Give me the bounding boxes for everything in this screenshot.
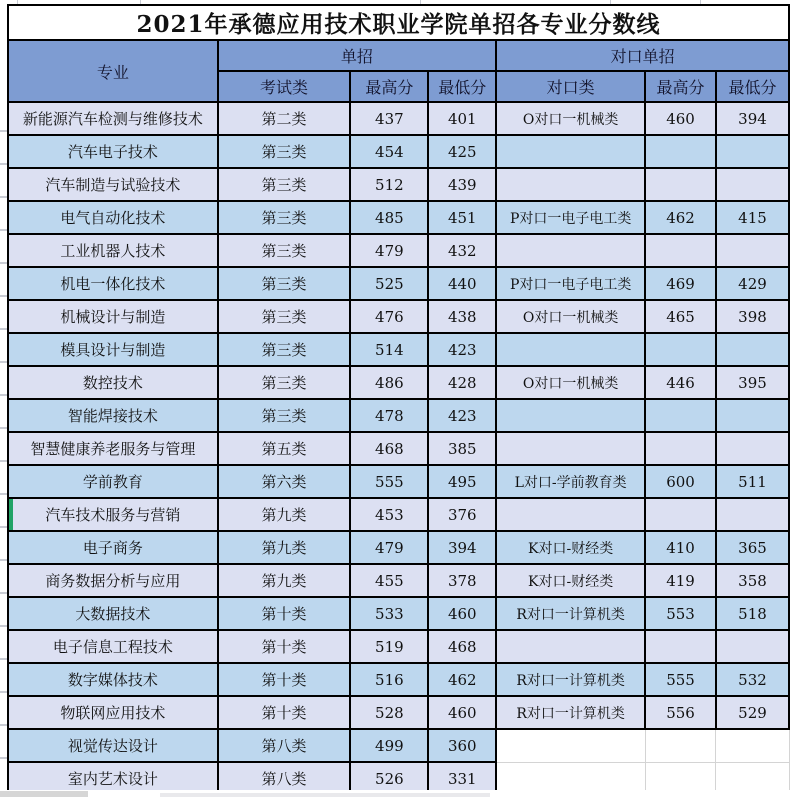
counterpart-max-cell[interactable]: 446	[645, 366, 716, 399]
counterpart-max-cell[interactable]: 555	[645, 663, 716, 696]
header-major[interactable]: 专业	[8, 40, 218, 102]
counterpart-min-cell[interactable]	[716, 432, 789, 465]
max-score-cell[interactable]: 525	[350, 267, 428, 300]
min-score-cell[interactable]: 460	[428, 597, 496, 630]
counterpart-min-cell[interactable]	[716, 399, 789, 432]
min-score-cell[interactable]: 462	[428, 663, 496, 696]
max-score-cell[interactable]: 519	[350, 630, 428, 663]
major-cell[interactable]: 电子商务	[8, 531, 218, 564]
counterpart-type-cell[interactable]	[496, 432, 645, 465]
table-row	[8, 168, 789, 201]
exam-type-cell[interactable]: 第三类	[218, 366, 351, 399]
max-score-cell[interactable]: 512	[350, 168, 428, 201]
min-score-cell[interactable]: 331	[428, 762, 496, 795]
exam-type-cell[interactable]: 第二类	[218, 102, 351, 135]
min-score-cell[interactable]: 423	[428, 399, 496, 432]
major-cell[interactable]: 汽车技术服务与营销	[8, 498, 218, 531]
active-cell-marker	[9, 498, 13, 531]
max-score-cell[interactable]: 514	[350, 333, 428, 366]
max-score-cell[interactable]: 468	[350, 432, 428, 465]
min-score-cell[interactable]: 425	[428, 135, 496, 168]
min-score-cell[interactable]: 438	[428, 300, 496, 333]
counterpart-max-cell[interactable]: 465	[645, 300, 716, 333]
counterpart-min-cell[interactable]: 518	[716, 597, 789, 630]
counterpart-min-cell[interactable]: 394	[716, 102, 789, 135]
counterpart-type-cell[interactable]	[496, 399, 645, 432]
major-cell[interactable]: 电气自动化技术	[8, 201, 218, 234]
exam-type-cell[interactable]: 第十类	[218, 696, 351, 729]
header-exam-type[interactable]: 考试类	[218, 71, 351, 102]
header-counterpart-min[interactable]: 最低分	[716, 71, 789, 102]
min-score-cell[interactable]: 451	[428, 201, 496, 234]
major-cell[interactable]: 新能源汽车检测与维修技术	[8, 102, 218, 135]
exam-type-cell[interactable]: 第九类	[218, 531, 351, 564]
min-score-cell[interactable]: 360	[428, 729, 496, 762]
exam-type-cell[interactable]: 第六类	[218, 465, 351, 498]
counterpart-max-cell[interactable]: 410	[645, 531, 716, 564]
major-cell[interactable]: 大数据技术	[8, 597, 218, 630]
scores-table-body	[8, 5, 789, 795]
header-group-single[interactable]: 单招	[218, 40, 497, 71]
counterpart-type-cell[interactable]: O对口一机械类	[496, 102, 645, 135]
counterpart-min-cell[interactable]: 429	[716, 267, 789, 300]
major-cell[interactable]: 电子信息工程技术	[8, 630, 218, 663]
max-score-cell[interactable]: 516	[350, 663, 428, 696]
major-cell[interactable]: 智能焊接技术	[8, 399, 218, 432]
min-score-cell[interactable]: 432	[428, 234, 496, 267]
header-row-groups	[8, 40, 789, 71]
min-score-cell[interactable]: 460	[428, 696, 496, 729]
table-row	[8, 498, 789, 531]
max-score-cell[interactable]: 555	[350, 465, 428, 498]
header-counterpart-max[interactable]: 最高分	[645, 71, 716, 102]
min-score-cell[interactable]: 439	[428, 168, 496, 201]
min-score-cell[interactable]: 495	[428, 465, 496, 498]
max-score-cell[interactable]: 476	[350, 300, 428, 333]
major-cell[interactable]: 智慧健康养老服务与管理	[8, 432, 218, 465]
min-score-cell[interactable]: 394	[428, 531, 496, 564]
table-row	[8, 102, 789, 135]
min-score-cell[interactable]: 440	[428, 267, 496, 300]
counterpart-max-cell[interactable]: 419	[645, 564, 716, 597]
min-score-cell[interactable]: 385	[428, 432, 496, 465]
counterpart-min-cell[interactable]	[716, 135, 789, 168]
exam-type-cell[interactable]: 第三类	[218, 399, 351, 432]
counterpart-type-cell[interactable]: K对口-财经类	[496, 564, 645, 597]
counterpart-max-cell[interactable]	[645, 234, 716, 267]
counterpart-min-cell[interactable]	[716, 630, 789, 663]
major-cell[interactable]: 学前教育	[8, 465, 218, 498]
counterpart-type-cell[interactable]: R对口一计算机类	[496, 663, 645, 696]
counterpart-type-cell[interactable]	[496, 630, 645, 663]
counterpart-max-cell[interactable]: 556	[645, 696, 716, 729]
counterpart-min-cell[interactable]: 398	[716, 300, 789, 333]
counterpart-type-cell[interactable]	[496, 729, 645, 762]
header-counterpart-type[interactable]: 对口类	[496, 71, 645, 102]
counterpart-min-cell[interactable]	[716, 498, 789, 531]
major-cell[interactable]: 物联网应用技术	[8, 696, 218, 729]
max-score-cell[interactable]: 455	[350, 564, 428, 597]
page-title[interactable]: 2021年承德应用技术职业学院单招各专业分数线	[8, 5, 789, 40]
counterpart-min-cell[interactable]	[716, 333, 789, 366]
counterpart-max-cell[interactable]	[645, 333, 716, 366]
min-score-cell[interactable]: 468	[428, 630, 496, 663]
max-score-cell[interactable]: 486	[350, 366, 428, 399]
counterpart-type-cell[interactable]	[496, 234, 645, 267]
major-cell[interactable]: 数控技术	[8, 366, 218, 399]
table-row	[8, 630, 789, 663]
major-cell[interactable]: 模具设计与制造	[8, 333, 218, 366]
counterpart-max-cell[interactable]	[645, 729, 716, 762]
counterpart-min-cell[interactable]	[716, 168, 789, 201]
exam-type-cell[interactable]: 第八类	[218, 729, 351, 762]
counterpart-min-cell[interactable]: 511	[716, 465, 789, 498]
counterpart-max-cell[interactable]: 469	[645, 267, 716, 300]
max-score-cell[interactable]: 526	[350, 762, 428, 795]
counterpart-min-cell[interactable]	[716, 729, 789, 762]
major-cell[interactable]: 工业机器人技术	[8, 234, 218, 267]
min-score-cell[interactable]: 378	[428, 564, 496, 597]
counterpart-type-cell[interactable]	[496, 168, 645, 201]
major-cell[interactable]: 视觉传达设计	[8, 729, 218, 762]
table-row	[8, 696, 789, 729]
counterpart-type-cell[interactable]: K对口-财经类	[496, 531, 645, 564]
header-max-score[interactable]: 最高分	[350, 71, 428, 102]
max-score-cell[interactable]: 479	[350, 234, 428, 267]
max-score-cell[interactable]: 485	[350, 201, 428, 234]
counterpart-min-cell[interactable]: 532	[716, 663, 789, 696]
table-row	[8, 729, 789, 762]
counterpart-type-cell[interactable]: O对口一机械类	[496, 300, 645, 333]
max-score-cell[interactable]: 528	[350, 696, 428, 729]
counterpart-type-cell[interactable]: R对口一计算机类	[496, 696, 645, 729]
table-row	[8, 597, 789, 630]
max-score-cell[interactable]: 437	[350, 102, 428, 135]
exam-type-cell[interactable]: 第三类	[218, 135, 351, 168]
counterpart-min-cell[interactable]: 358	[716, 564, 789, 597]
max-score-cell[interactable]: 533	[350, 597, 428, 630]
major-cell[interactable]: 汽车制造与试验技术	[8, 168, 218, 201]
counterpart-max-cell[interactable]	[645, 399, 716, 432]
counterpart-max-cell[interactable]: 600	[645, 465, 716, 498]
table-row	[8, 663, 789, 696]
counterpart-type-cell[interactable]: O对口一机械类	[496, 366, 645, 399]
scores-table	[7, 4, 790, 796]
counterpart-max-cell[interactable]	[645, 432, 716, 465]
title-row	[8, 5, 789, 40]
exam-type-cell[interactable]: 第八类	[218, 762, 351, 795]
counterpart-max-cell[interactable]: 462	[645, 201, 716, 234]
table-row	[8, 465, 789, 498]
major-cell[interactable]: 机电一体化技术	[8, 267, 218, 300]
exam-type-cell[interactable]: 第三类	[218, 234, 351, 267]
counterpart-max-cell[interactable]: 553	[645, 597, 716, 630]
table-row	[8, 564, 789, 597]
max-score-cell[interactable]: 479	[350, 531, 428, 564]
sheet-partial-cell	[160, 793, 490, 797]
header-group-counterpart[interactable]: 对口单招	[496, 40, 789, 71]
counterpart-max-cell[interactable]	[645, 630, 716, 663]
exam-type-cell[interactable]: 第三类	[218, 201, 351, 234]
counterpart-min-cell[interactable]: 365	[716, 531, 789, 564]
max-score-cell[interactable]: 499	[350, 729, 428, 762]
counterpart-min-cell[interactable]: 415	[716, 201, 789, 234]
sheet-gridline-gutter	[0, 99, 7, 791]
counterpart-type-cell[interactable]: P对口一电子电工类	[496, 267, 645, 300]
table-row	[8, 135, 789, 168]
major-cell[interactable]: 室内艺术设计	[8, 762, 218, 795]
counterpart-max-cell[interactable]: 460	[645, 102, 716, 135]
counterpart-min-cell[interactable]: 529	[716, 696, 789, 729]
table-row	[8, 432, 789, 465]
exam-type-cell[interactable]: 第九类	[218, 564, 351, 597]
counterpart-min-cell[interactable]: 395	[716, 366, 789, 399]
min-score-cell[interactable]: 401	[428, 102, 496, 135]
exam-type-cell[interactable]: 第十类	[218, 630, 351, 663]
counterpart-max-cell[interactable]	[645, 498, 716, 531]
min-score-cell[interactable]: 423	[428, 333, 496, 366]
exam-type-cell[interactable]: 第三类	[218, 168, 351, 201]
counterpart-type-cell[interactable]	[496, 333, 645, 366]
counterpart-max-cell[interactable]	[645, 135, 716, 168]
counterpart-type-cell[interactable]: P对口一电子电工类	[496, 201, 645, 234]
table-row	[8, 267, 789, 300]
min-score-cell[interactable]: 428	[428, 366, 496, 399]
header-min-score[interactable]: 最低分	[428, 71, 496, 102]
table-row	[8, 201, 789, 234]
max-score-cell[interactable]: 453	[350, 498, 428, 531]
table-row	[8, 333, 789, 366]
sheet-partial-cell	[0, 791, 88, 797]
counterpart-type-cell[interactable]	[496, 135, 645, 168]
table-row	[8, 234, 789, 267]
exam-type-cell[interactable]: 第十类	[218, 597, 351, 630]
exam-type-cell[interactable]: 第三类	[218, 300, 351, 333]
table-row	[8, 531, 789, 564]
exam-type-cell[interactable]: 第九类	[218, 498, 351, 531]
exam-type-cell[interactable]: 第三类	[218, 333, 351, 366]
counterpart-type-cell[interactable]: R对口一计算机类	[496, 597, 645, 630]
exam-type-cell[interactable]: 第五类	[218, 432, 351, 465]
exam-type-cell[interactable]: 第三类	[218, 267, 351, 300]
counterpart-type-cell[interactable]: L对口-学前教育类	[496, 465, 645, 498]
max-score-cell[interactable]: 454	[350, 135, 428, 168]
exam-type-cell[interactable]: 第十类	[218, 663, 351, 696]
counterpart-min-cell[interactable]	[716, 234, 789, 267]
major-cell[interactable]: 商务数据分析与应用	[8, 564, 218, 597]
min-score-cell[interactable]: 376	[428, 498, 496, 531]
counterpart-type-cell[interactable]	[496, 498, 645, 531]
counterpart-max-cell[interactable]	[645, 168, 716, 201]
table-row	[8, 366, 789, 399]
major-cell[interactable]: 机械设计与制造	[8, 300, 218, 333]
major-cell[interactable]: 汽车电子技术	[8, 135, 218, 168]
table-row	[8, 399, 789, 432]
max-score-cell[interactable]: 478	[350, 399, 428, 432]
major-cell[interactable]: 数字媒体技术	[8, 663, 218, 696]
table-row	[8, 300, 789, 333]
